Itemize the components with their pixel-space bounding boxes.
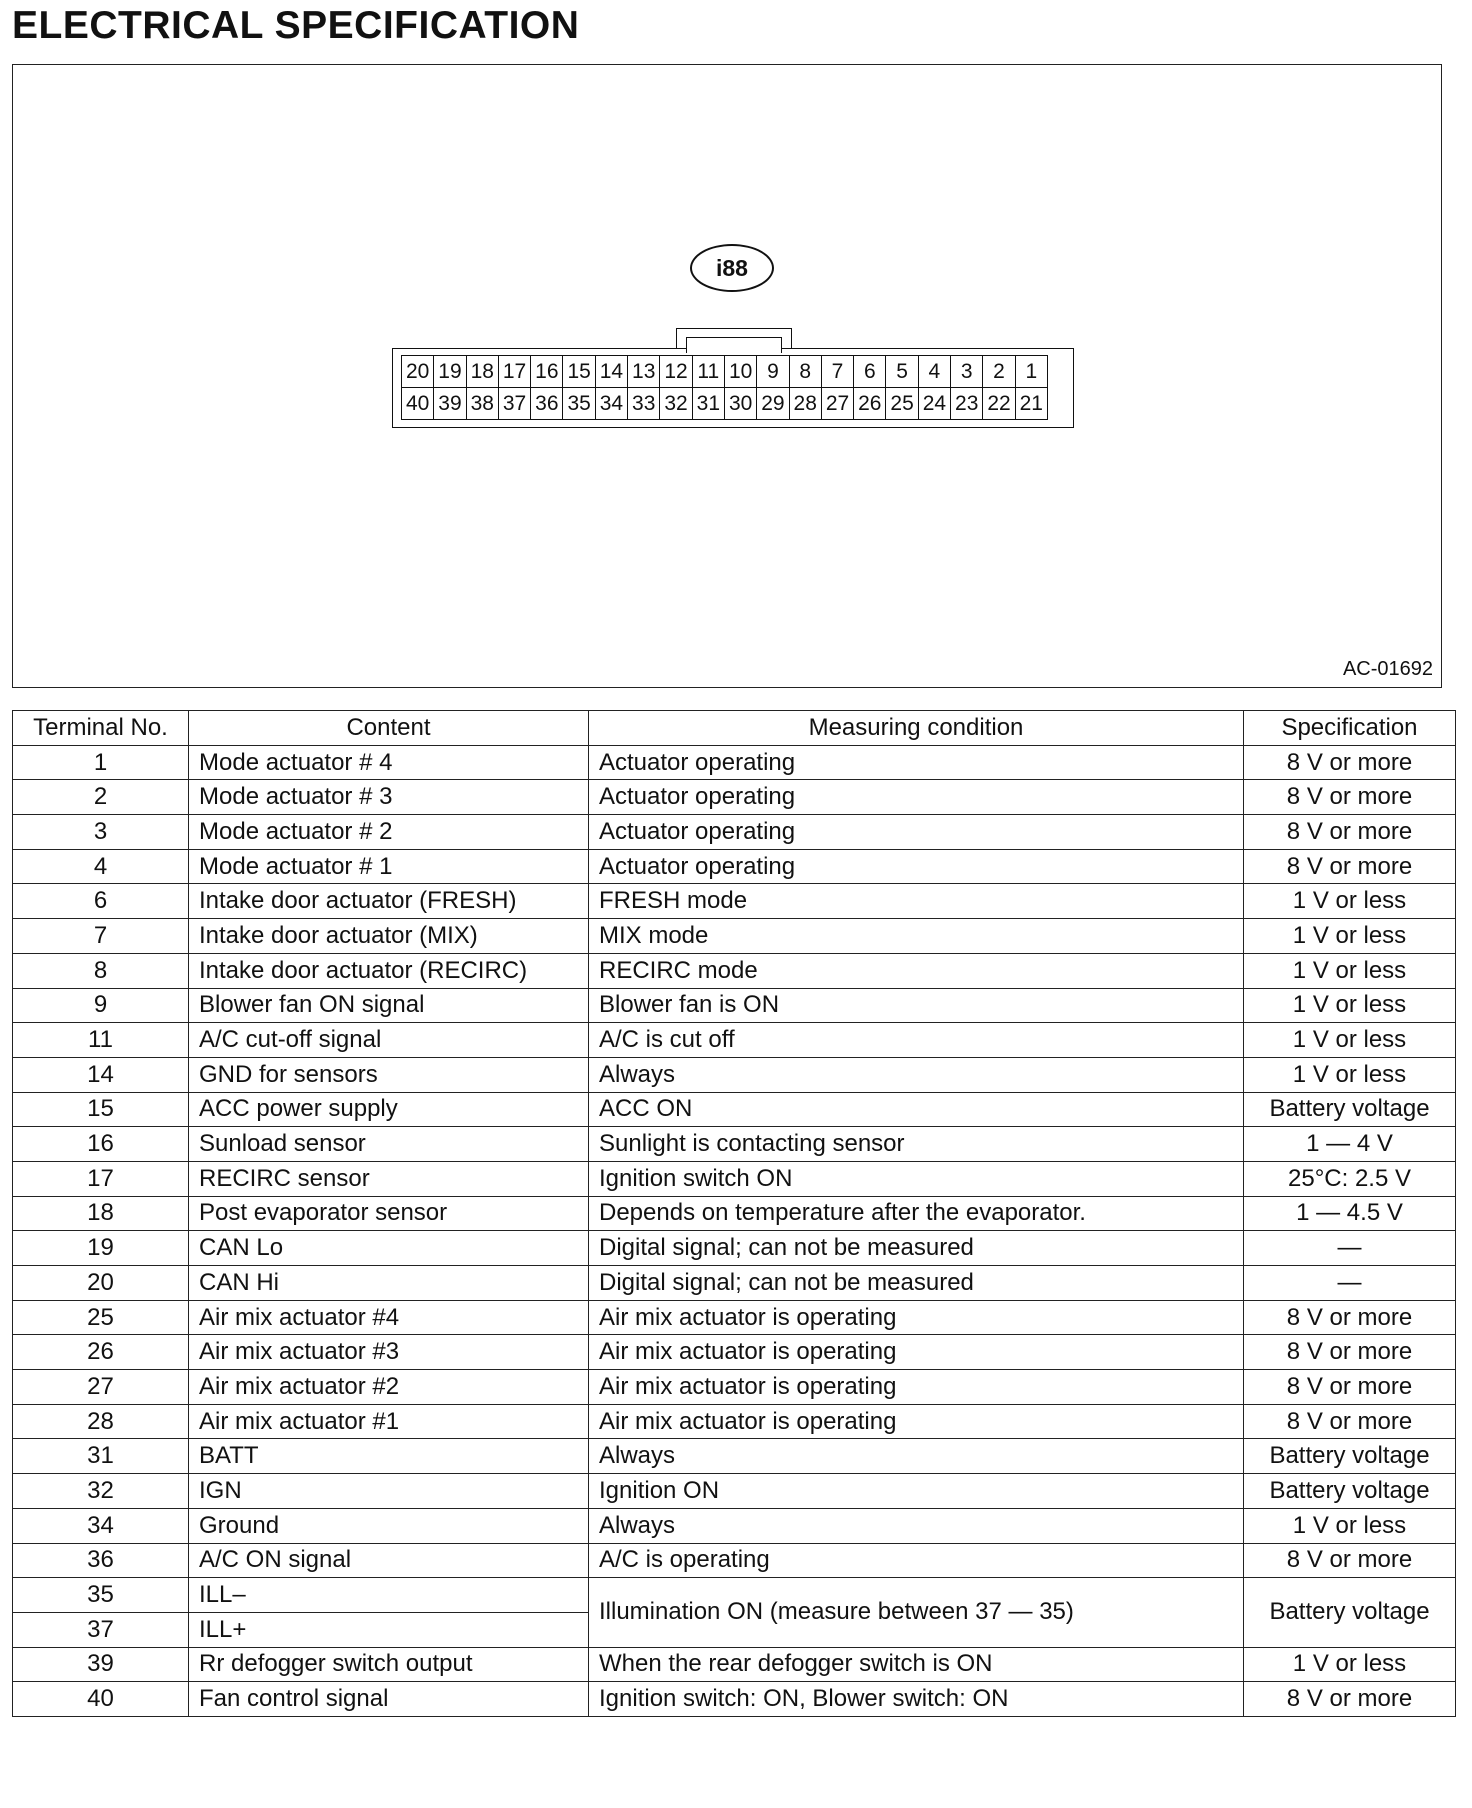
content-cell: Air mix actuator #2 [189,1370,589,1405]
content-cell: Mode actuator # 1 [189,849,589,884]
specification-cell: Battery voltage [1244,1474,1456,1509]
table-row [13,1092,1456,1127]
measuring-condition-cell: Depends on temperature after the evaporator. [589,1196,1244,1231]
table-row [13,1127,1456,1162]
pin-cell: 24 [918,388,950,420]
specification-cell: — [1244,1266,1456,1301]
pin-cell: 9 [757,356,789,388]
pin-cell: 32 [660,388,692,420]
terminal-no-cell: 4 [13,849,189,884]
header-specification: Specification [1244,711,1456,746]
specification-cell: 8 V or more [1244,780,1456,815]
pin-cell: 21 [1015,388,1047,420]
pin-cell: 31 [692,388,724,420]
table-row [13,849,1456,884]
measuring-condition-cell: RECIRC mode [589,953,1244,988]
pin-cell: 28 [789,388,821,420]
content-cell: Fan control signal [189,1682,589,1717]
measuring-condition-cell: Actuator operating [589,745,1244,780]
specification-cell: Battery voltage [1244,1578,1456,1647]
spec-table [12,710,1456,1717]
content-cell: Post evaporator sensor [189,1196,589,1231]
table-row [13,815,1456,850]
measuring-condition-cell: Always [589,1057,1244,1092]
content-cell: ILL+ [189,1612,589,1647]
measuring-condition-cell: Actuator operating [589,780,1244,815]
content-cell: A/C cut-off signal [189,1023,589,1058]
measuring-condition-cell: Air mix actuator is operating [589,1404,1244,1439]
pin-cell: 13 [628,356,660,388]
content-cell: Sunload sensor [189,1127,589,1162]
terminal-no-cell: 15 [13,1092,189,1127]
table-row [13,919,1456,954]
pin-cell: 25 [886,388,918,420]
pin-cell: 7 [821,356,853,388]
terminal-no-cell: 1 [13,745,189,780]
terminal-no-cell: 3 [13,815,189,850]
measuring-condition-cell: Actuator operating [589,849,1244,884]
page-title: ELECTRICAL SPECIFICATION [12,4,580,47]
pin-cell: 6 [854,356,886,388]
pin-cell: 18 [466,356,498,388]
terminal-no-cell: 40 [13,1682,189,1717]
specification-cell: 1 V or less [1244,919,1456,954]
terminal-no-cell: 14 [13,1057,189,1092]
terminal-no-cell: 18 [13,1196,189,1231]
pin-cell: 36 [531,388,563,420]
connector-pin-grid [401,355,1048,420]
terminal-no-cell: 9 [13,988,189,1023]
content-cell: Mode actuator # 4 [189,745,589,780]
measuring-condition-cell: Air mix actuator is operating [589,1370,1244,1405]
content-cell: Mode actuator # 3 [189,780,589,815]
pin-cell: 40 [402,388,434,420]
pin-cell: 20 [402,356,434,388]
terminal-no-cell: 17 [13,1161,189,1196]
terminal-no-cell: 25 [13,1300,189,1335]
specification-cell: 8 V or more [1244,1543,1456,1578]
specification-cell: — [1244,1231,1456,1266]
measuring-condition-cell: Ignition ON [589,1474,1244,1509]
table-row [13,1508,1456,1543]
specification-cell: 8 V or more [1244,1300,1456,1335]
content-cell: Intake door actuator (RECIRC) [189,953,589,988]
table-row [13,1057,1456,1092]
content-cell: RECIRC sensor [189,1161,589,1196]
table-row [13,1682,1456,1717]
pin-cell: 26 [854,388,886,420]
content-cell: Rr defogger switch output [189,1647,589,1682]
pin-cell: 27 [821,388,853,420]
pin-cell: 5 [886,356,918,388]
content-cell: Ground [189,1508,589,1543]
terminal-no-cell: 39 [13,1647,189,1682]
specification-cell: 8 V or more [1244,815,1456,850]
measuring-condition-cell: Ignition switch: ON, Blower switch: ON [589,1682,1244,1717]
terminal-no-cell: 36 [13,1543,189,1578]
measuring-condition-cell: Always [589,1439,1244,1474]
table-row [13,1300,1456,1335]
pin-cell: 2 [983,356,1015,388]
pin-cell: 4 [918,356,950,388]
measuring-condition-cell: Sunlight is contacting sensor [589,1127,1244,1162]
pin-cell: 11 [692,356,724,388]
specification-cell: 8 V or more [1244,1370,1456,1405]
specification-cell: 1 V or less [1244,884,1456,919]
table-row [13,1578,1456,1613]
header-terminal-no: Terminal No. [13,711,189,746]
terminal-no-cell: 28 [13,1404,189,1439]
pin-cell: 34 [595,388,627,420]
content-cell: Air mix actuator #1 [189,1404,589,1439]
content-cell: ACC power supply [189,1092,589,1127]
content-cell: Intake door actuator (MIX) [189,919,589,954]
terminal-no-cell: 31 [13,1439,189,1474]
terminal-no-cell: 19 [13,1231,189,1266]
specification-cell: 1 V or less [1244,953,1456,988]
measuring-condition-cell: Air mix actuator is operating [589,1335,1244,1370]
table-row [13,780,1456,815]
pin-cell: 16 [531,356,563,388]
content-cell: CAN Lo [189,1231,589,1266]
content-cell: ILL– [189,1578,589,1613]
terminal-no-cell: 37 [13,1612,189,1647]
pin-cell: 29 [757,388,789,420]
terminal-no-cell: 8 [13,953,189,988]
specification-cell: 1 V or less [1244,1023,1456,1058]
pin-cell: 17 [498,356,530,388]
measuring-condition-cell: Digital signal; can not be measured [589,1231,1244,1266]
pin-cell: 39 [434,388,466,420]
measuring-condition-cell: Ignition switch ON [589,1161,1244,1196]
terminal-no-cell: 11 [13,1023,189,1058]
figure-code: AC-01692 [1342,658,1433,680]
pin-row-bottom [402,388,1048,420]
pin-cell: 35 [563,388,595,420]
pin-row-top [402,356,1048,388]
measuring-condition-cell: Blower fan is ON [589,988,1244,1023]
measuring-condition-cell: Actuator operating [589,815,1244,850]
specification-cell: 8 V or more [1244,849,1456,884]
table-row [13,1439,1456,1474]
table-row [13,1266,1456,1301]
terminal-no-cell: 6 [13,884,189,919]
specification-cell: 1 — 4.5 V [1244,1196,1456,1231]
terminal-no-cell: 20 [13,1266,189,1301]
pin-cell: 15 [563,356,595,388]
content-cell: Intake door actuator (FRESH) [189,884,589,919]
pin-cell: 30 [724,388,756,420]
table-header-row [13,711,1456,746]
content-cell: BATT [189,1439,589,1474]
table-row [13,1231,1456,1266]
table-row [13,953,1456,988]
table-row [13,1023,1456,1058]
pin-cell: 3 [951,356,983,388]
specification-cell: 8 V or more [1244,1335,1456,1370]
measuring-condition-cell: Digital signal; can not be measured [589,1266,1244,1301]
content-cell: Air mix actuator #4 [189,1300,589,1335]
content-cell: Air mix actuator #3 [189,1335,589,1370]
terminal-no-cell: 7 [13,919,189,954]
terminal-no-cell: 35 [13,1578,189,1613]
header-measuring-condition: Measuring condition [589,711,1244,746]
specification-cell: 1 V or less [1244,1057,1456,1092]
terminal-no-cell: 26 [13,1335,189,1370]
specification-cell: 1 V or less [1244,988,1456,1023]
measuring-condition-cell: Always [589,1508,1244,1543]
table-row [13,1474,1456,1509]
content-cell: IGN [189,1474,589,1509]
pin-cell: 12 [660,356,692,388]
pin-cell: 38 [466,388,498,420]
specification-cell: 8 V or more [1244,1404,1456,1439]
table-row [13,1196,1456,1231]
specification-cell: 1 — 4 V [1244,1127,1456,1162]
specification-cell: Battery voltage [1244,1439,1456,1474]
content-cell: CAN Hi [189,1266,589,1301]
pin-cell: 33 [628,388,660,420]
measuring-condition-cell: Air mix actuator is operating [589,1300,1244,1335]
specification-cell: 8 V or more [1244,745,1456,780]
table-row [13,884,1456,919]
terminal-no-cell: 2 [13,780,189,815]
specification-cell: 1 V or less [1244,1647,1456,1682]
table-row [13,1404,1456,1439]
connector-label: i88 [690,244,774,292]
pin-cell: 8 [789,356,821,388]
pin-cell: 22 [983,388,1015,420]
pin-cell: 19 [434,356,466,388]
pin-cell: 23 [951,388,983,420]
measuring-condition-cell: Illumination ON (measure between 37 — 35) [589,1578,1244,1647]
connector-latch-inner [686,337,782,353]
content-cell: GND for sensors [189,1057,589,1092]
specification-cell: Battery voltage [1244,1092,1456,1127]
pin-cell: 14 [595,356,627,388]
content-cell: A/C ON signal [189,1543,589,1578]
table-row [13,1543,1456,1578]
specification-cell: 25°C: 2.5 V [1244,1161,1456,1196]
terminal-no-cell: 27 [13,1370,189,1405]
pin-cell: 37 [498,388,530,420]
table-row [13,1647,1456,1682]
specification-cell: 8 V or more [1244,1682,1456,1717]
measuring-condition-cell: A/C is cut off [589,1023,1244,1058]
table-row [13,1335,1456,1370]
measuring-condition-cell: A/C is operating [589,1543,1244,1578]
table-row [13,1161,1456,1196]
specification-cell: 1 V or less [1244,1508,1456,1543]
pin-cell: 10 [724,356,756,388]
table-row [13,1370,1456,1405]
measuring-condition-cell: When the rear defogger switch is ON [589,1647,1244,1682]
pin-cell: 1 [1015,356,1047,388]
terminal-no-cell: 32 [13,1474,189,1509]
table-row [13,745,1456,780]
table-row [13,988,1456,1023]
content-cell: Blower fan ON signal [189,988,589,1023]
terminal-no-cell: 16 [13,1127,189,1162]
terminal-no-cell: 34 [13,1508,189,1543]
measuring-condition-cell: ACC ON [589,1092,1244,1127]
measuring-condition-cell: FRESH mode [589,884,1244,919]
measuring-condition-cell: MIX mode [589,919,1244,954]
content-cell: Mode actuator # 2 [189,815,589,850]
header-content: Content [189,711,589,746]
